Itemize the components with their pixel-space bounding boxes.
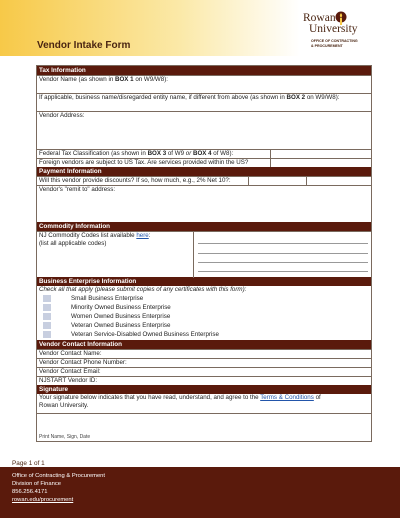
label-box: BOX 4: [193, 150, 212, 157]
checkbox[interactable]: [43, 304, 51, 311]
discounts-field[interactable]: [37, 176, 371, 185]
option-veteran-owned[interactable]: [39, 321, 371, 330]
code-line[interactable]: [198, 254, 368, 263]
label-cell: [37, 150, 271, 158]
label-text: :: [148, 232, 151, 239]
business-name-field[interactable]: [37, 93, 371, 111]
logo-office: OFFICE OF CONTRACTING: [311, 39, 358, 43]
section-enterprise: Business Enterprise Information: [37, 277, 371, 286]
section-commodity: Commodity Information: [37, 222, 371, 231]
option-minority-owned[interactable]: [39, 303, 371, 312]
option-label: Veteran Service-Disabled Owned Business Enterprise: [71, 330, 219, 338]
label-text: NJ Commodity Codes list available: [39, 232, 137, 239]
label-or: or: [185, 150, 192, 157]
label-text: Vendor's "remit to" address:: [39, 186, 116, 193]
option-label: Veteran Owned Business Enterprise: [71, 321, 171, 329]
label-text: of W8):: [211, 150, 234, 157]
label-box: BOX 1: [115, 76, 134, 83]
foreign-vendor-field[interactable]: [37, 158, 371, 167]
checkbox[interactable]: [43, 322, 51, 329]
label-box: BOX 2: [286, 94, 306, 101]
label-text: NJSTART Vendor ID:: [39, 377, 98, 384]
label-text: on W9/W8):: [305, 94, 340, 101]
option-label: Small Business Enterprise: [71, 294, 144, 302]
label-text: Your signature below indicates that you have read, understand, and agree to the: [39, 394, 261, 401]
commodity-codes-link[interactable]: here: [136, 232, 149, 239]
contact-email-field[interactable]: [37, 367, 371, 376]
section-signature: Signature: [37, 385, 371, 394]
signature-field[interactable]: [37, 413, 371, 441]
label-text: Rowan University.: [39, 402, 89, 409]
label-text: Will this vendor provide discounts? If so, how much, e.g., 2% Net 10?:: [39, 177, 231, 184]
logo-rowan: Rowan: [303, 12, 336, 24]
vendor-form: [36, 65, 372, 442]
label-box: BOX 3: [147, 150, 167, 157]
option-label: Minority Owned Business Enterprise: [71, 303, 171, 311]
label-cell: [37, 177, 249, 185]
option-small-business[interactable]: [39, 294, 371, 303]
code-line[interactable]: [198, 263, 368, 272]
label-text: on W9/W8):: [133, 76, 168, 83]
signature-label: Print Name, Sign, Date: [39, 434, 91, 440]
label-text: Vendor Address:: [39, 112, 85, 119]
label-text: Federal Tax Classification (as shown in: [39, 150, 148, 157]
enterprise-options: [37, 286, 371, 340]
section-payment: Payment Information: [37, 167, 371, 176]
njstart-id-field[interactable]: [37, 376, 371, 385]
footer-office: Office of Contracting & Procurement: [12, 473, 106, 479]
section-tax: Tax Information: [37, 66, 371, 75]
contact-name-field[interactable]: [37, 349, 371, 358]
page-number: Page 1 of 1: [12, 460, 45, 467]
page-title: Vendor Intake Form: [37, 40, 131, 51]
logo-procurement: & PROCUREMENT: [311, 44, 343, 48]
option-veteran-disabled[interactable]: [39, 330, 371, 339]
checkbox[interactable]: [43, 331, 51, 338]
section-contact: Vendor Contact Information: [37, 340, 371, 349]
vendor-name-field[interactable]: [37, 75, 371, 93]
footer: [0, 467, 400, 518]
label-text: of W9: [166, 150, 186, 157]
label-text: Vendor Contact Email:: [39, 368, 101, 375]
option-women-owned[interactable]: [39, 312, 371, 321]
footer-link[interactable]: rowan.edu/procurement: [12, 497, 74, 503]
label-text: Vendor Contact Name:: [39, 350, 102, 357]
label-text: (list all applicable codes): [39, 240, 107, 247]
discount-input-cell[interactable]: [249, 177, 307, 185]
option-label: Women Owned Business Enterprise: [71, 312, 171, 320]
checkbox[interactable]: [43, 313, 51, 320]
label-cell: [37, 159, 271, 167]
rowan-logo: [301, 11, 373, 51]
vendor-address-field[interactable]: [37, 111, 371, 149]
label-text: Foreign vendors are subject to US Tax. Are services provided within the US?: [39, 159, 249, 166]
checkbox[interactable]: [43, 295, 51, 302]
logo-university: University: [309, 23, 358, 35]
footer-division: Division of Finance: [12, 481, 61, 487]
code-line[interactable]: [198, 235, 368, 244]
code-entry-lines[interactable]: [198, 235, 368, 272]
contact-phone-field[interactable]: [37, 358, 371, 367]
tax-classification-field[interactable]: [37, 149, 371, 158]
commodity-codes-field[interactable]: [37, 231, 371, 277]
label-text: Vendor Contact Phone Number:: [39, 359, 127, 366]
footer-phone: 856.256.4171: [12, 489, 48, 495]
label-text: If applicable, business name/disregarded entity name, if different from above (as shown in: [39, 94, 287, 101]
enterprise-instruction: Check all that apply (please submit copies of any certificates with this form):: [39, 286, 247, 293]
terms-link[interactable]: Terms & Conditions: [260, 394, 314, 401]
commodity-label-box: [37, 232, 194, 278]
label-text: of: [313, 394, 321, 401]
code-line[interactable]: [198, 244, 368, 253]
label-text: Vendor Name (as shown in: [39, 76, 116, 83]
signature-statement: [37, 394, 371, 413]
remit-to-field[interactable]: [37, 185, 371, 222]
